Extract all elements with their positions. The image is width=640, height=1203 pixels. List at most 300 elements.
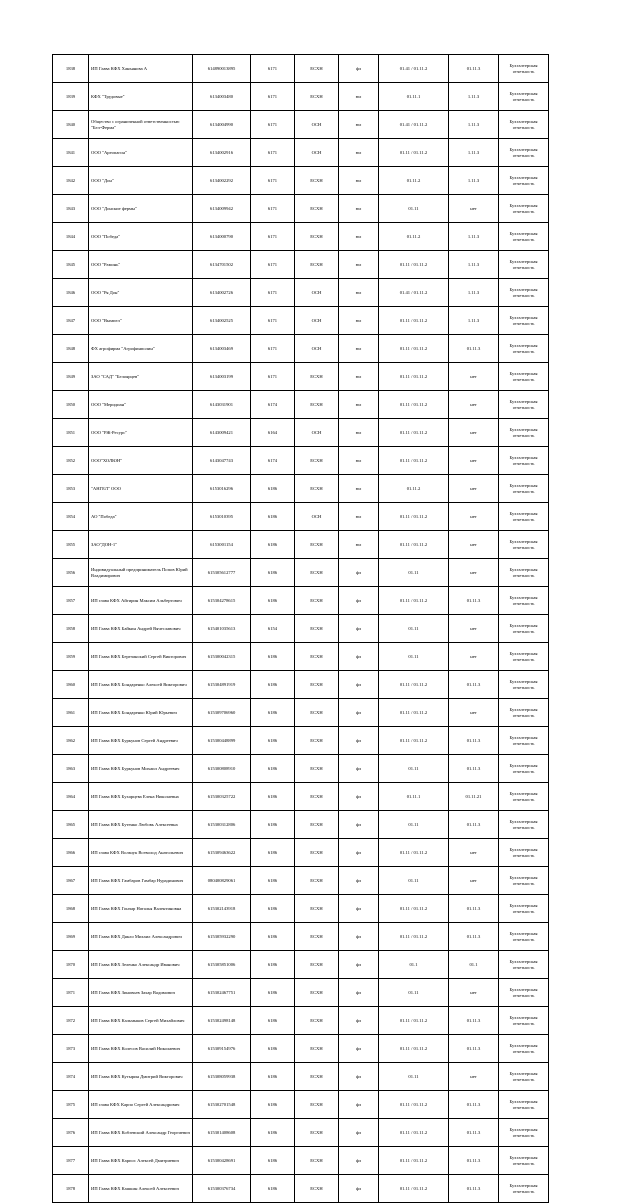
okved-extra-cell: нет <box>449 531 499 559</box>
tax-code-cell: 6186 <box>251 951 295 979</box>
inn-cell: 615401035613 <box>193 615 251 643</box>
inn-cell: 6134003199 <box>193 363 251 391</box>
tax-code-cell: 6186 <box>251 1091 295 1119</box>
okved-main-cell: 01.11 / 01.11.2 <box>379 503 449 531</box>
okved-main-cell: 01.11 <box>379 1063 449 1091</box>
table-row <box>53 923 549 951</box>
row-number-cell: 1854 <box>53 503 89 531</box>
okved-extra-cell: 01.1 <box>449 951 499 979</box>
inn-cell: 615300808910 <box>193 755 251 783</box>
okved-extra-cell: 01.11.3 <box>449 55 499 83</box>
inn-cell: 615300325722 <box>193 783 251 811</box>
okved-extra-cell: 01.11.3 <box>449 335 499 363</box>
entity-type-cell: юл <box>339 503 379 531</box>
organization-name-cell: ФХ агрофирма "Агрофинполин" <box>89 335 193 363</box>
document-page <box>52 54 548 1203</box>
tax-regime-cell: ЕСХН <box>295 167 339 195</box>
inn-cell: 615309154976 <box>193 1035 251 1063</box>
table-row <box>53 783 549 811</box>
tax-code-cell: 6186 <box>251 559 295 587</box>
okved-extra-cell: 01.11.3 <box>449 671 499 699</box>
okved-extra-cell: нет <box>449 867 499 895</box>
row-number-cell: 1849 <box>53 363 89 391</box>
organization-name-cell: Общество с ограниченной ответственностью "Бел-Ферма" <box>89 111 193 139</box>
okved-extra-cell: нет <box>449 391 499 419</box>
organization-name-cell: ООО "Рамонь" <box>89 251 193 279</box>
inn-cell: 615300312806 <box>193 811 251 839</box>
okved-main-cell: 01.11 / 01.11.2 <box>379 895 449 923</box>
table-row <box>53 671 549 699</box>
tax-regime-cell: ЕСХН <box>295 1035 339 1063</box>
row-number-cell: 1855 <box>53 531 89 559</box>
report-type-cell: Бухгалтерская отчетность <box>499 83 549 111</box>
report-type-cell: Бухгалтерская отчетность <box>499 643 549 671</box>
report-type-cell: Бухгалтерская отчетность <box>499 1091 549 1119</box>
table-row <box>53 447 549 475</box>
tax-code-cell: 6186 <box>251 867 295 895</box>
tax-regime-cell: ЕСХН <box>295 727 339 755</box>
report-type-cell: Бухгалтерская отчетность <box>499 1147 549 1175</box>
okved-extra-cell: 01.11.3 <box>449 923 499 951</box>
entity-type-cell: юл <box>339 83 379 111</box>
tax-code-cell: 6186 <box>251 755 295 783</box>
tax-code-cell: 6171 <box>251 335 295 363</box>
okved-main-cell: 01.11.2 <box>379 475 449 503</box>
tax-regime-cell: ЕСХН <box>295 363 339 391</box>
tax-code-cell: 6186 <box>251 979 295 1007</box>
tax-code-cell: 6186 <box>251 643 295 671</box>
row-number-cell: 1859 <box>53 643 89 671</box>
row-number-cell: 1865 <box>53 811 89 839</box>
okved-main-cell: 01.11 / 01.11.2 <box>379 727 449 755</box>
okved-main-cell: 01.1 <box>379 951 449 979</box>
tax-code-cell: 6171 <box>251 251 295 279</box>
organization-name-cell: ИП Глава КФХ Бутенко Любовь Алексеевна <box>89 811 193 839</box>
entity-type-cell: юл <box>339 195 379 223</box>
table-row <box>53 335 549 363</box>
row-number-cell: 1862 <box>53 727 89 755</box>
organization-name-cell: ИП Глава КФХ Буркунов Сергей Андреевич <box>89 727 193 755</box>
organization-name-cell: ИП Глава КФХ Кальмыков Сергей Михайлович <box>89 1007 193 1035</box>
okved-extra-cell: 01.11.3 <box>449 1091 499 1119</box>
entity-type-cell: фл <box>339 1007 379 1035</box>
okved-extra-cell: 1.11.3 <box>449 111 499 139</box>
entity-type-cell: юл <box>339 363 379 391</box>
okved-extra-cell: 01.11.21 <box>449 783 499 811</box>
table-row <box>53 895 549 923</box>
okved-extra-cell: 01.11.3 <box>449 1119 499 1147</box>
row-number-cell: 1841 <box>53 139 89 167</box>
report-type-cell: Бухгалтерская отчетность <box>499 195 549 223</box>
tax-code-cell: 6186 <box>251 699 295 727</box>
inn-cell: 6134009942 <box>193 195 251 223</box>
okved-extra-cell: 01.11.3 <box>449 1035 499 1063</box>
tax-code-cell: 6171 <box>251 139 295 167</box>
entity-type-cell: фл <box>339 783 379 811</box>
row-number-cell: 1863 <box>53 755 89 783</box>
tax-code-cell: 6186 <box>251 895 295 923</box>
tax-regime-cell: ЕСХН <box>295 55 339 83</box>
entity-type-cell: юл <box>339 167 379 195</box>
organization-name-cell: ООО"ХОЛЮН" <box>89 447 193 475</box>
okved-extra-cell: нет <box>449 475 499 503</box>
tax-regime-cell: ОСН <box>295 279 339 307</box>
row-number-cell: 1875 <box>53 1091 89 1119</box>
organization-name-cell: ИП Глава КФХ Гамбаров Гамбар Нурадинович <box>89 867 193 895</box>
report-type-cell: Бухгалтерская отчетность <box>499 139 549 167</box>
tax-code-cell: 6171 <box>251 55 295 83</box>
table-row <box>53 251 549 279</box>
inn-cell: 6153010395 <box>193 503 251 531</box>
table-row <box>53 643 549 671</box>
organization-name-cell: ООО "Меридиан" <box>89 391 193 419</box>
organization-name-cell: ИП Глава КФХ Гончар Наталья Валентиновна <box>89 895 193 923</box>
report-type-cell: Бухгалтерская отчетность <box>499 699 549 727</box>
tax-regime-cell: ОСН <box>295 335 339 363</box>
report-type-cell: Бухгалтерская отчетность <box>499 391 549 419</box>
tax-regime-cell: ЕСХН <box>295 1007 339 1035</box>
okved-main-cell: 01.11 <box>379 867 449 895</box>
entity-type-cell: юл <box>339 139 379 167</box>
table-row <box>53 475 549 503</box>
tax-code-cell: 6171 <box>251 363 295 391</box>
report-type-cell: Бухгалтерская отчетность <box>499 867 549 895</box>
okved-extra-cell: нет <box>449 643 499 671</box>
entity-type-cell: фл <box>339 55 379 83</box>
okved-extra-cell: нет <box>449 615 499 643</box>
okved-extra-cell: 01.11.3 <box>449 727 499 755</box>
organization-name-cell: ООО "Ря Дон" <box>89 279 193 307</box>
registry-table <box>52 54 549 1203</box>
inn-cell: 614890013895 <box>193 55 251 83</box>
tax-code-cell: 6174 <box>251 447 295 475</box>
row-number-cell: 1847 <box>53 307 89 335</box>
organization-name-cell: ИП Глава КФХ Кутырин Дмитрий Викторович <box>89 1063 193 1091</box>
row-number-cell: 1851 <box>53 419 89 447</box>
tax-regime-cell: ЕСХН <box>295 1119 339 1147</box>
table-row <box>53 167 549 195</box>
okved-main-cell: 01.11 / 01.11.2 <box>379 1175 449 1203</box>
table-row <box>53 839 549 867</box>
tax-regime-cell: ЕСХН <box>295 223 339 251</box>
entity-type-cell: фл <box>339 867 379 895</box>
entity-type-cell: юл <box>339 223 379 251</box>
report-type-cell: Бухгалтерская отчетность <box>499 475 549 503</box>
organization-name-cell: ИП Глава КФХ Кобзевский Александр Георгиевич <box>89 1119 193 1147</box>
tax-code-cell: 6154 <box>251 615 295 643</box>
table-row <box>53 755 549 783</box>
report-type-cell: Бухгалтерская отчетность <box>499 615 549 643</box>
organization-name-cell: ИП глава КФХ Вольчук Всеволод Анатольевич <box>89 839 193 867</box>
tax-regime-cell: ЕСХН <box>295 391 339 419</box>
table-row <box>53 363 549 391</box>
row-number-cell: 1850 <box>53 391 89 419</box>
okved-main-cell: 01.11 <box>379 195 449 223</box>
tax-regime-cell: ЕСХН <box>295 895 339 923</box>
inn-cell: 6134701502 <box>193 251 251 279</box>
tax-regime-cell: ЕСХН <box>295 979 339 1007</box>
table-row <box>53 727 549 755</box>
organization-name-cell: АО "Победа" <box>89 503 193 531</box>
tax-code-cell: 6186 <box>251 783 295 811</box>
tax-regime-cell: ЕСХН <box>295 447 339 475</box>
report-type-cell: Бухгалтерская отчетность <box>499 1175 549 1203</box>
tax-regime-cell: ЕСХН <box>295 839 339 867</box>
row-number-cell: 1860 <box>53 671 89 699</box>
inn-cell: 080400829061 <box>193 867 251 895</box>
report-type-cell: Бухгалтерская отчетность <box>499 55 549 83</box>
tax-code-cell: 6171 <box>251 223 295 251</box>
tax-code-cell: 6186 <box>251 727 295 755</box>
inn-cell: 615304891919 <box>193 671 251 699</box>
entity-type-cell: фл <box>339 671 379 699</box>
row-number-cell: 1842 <box>53 167 89 195</box>
table-row <box>53 531 549 559</box>
entity-type-cell: фл <box>339 727 379 755</box>
okved-main-cell: 01.41 / 01.11.2 <box>379 55 449 83</box>
organization-name-cell: ИП Глава КФХ Карпос Алексей Дмитриевич <box>89 1147 193 1175</box>
tax-regime-cell: ЕСХН <box>295 615 339 643</box>
okved-extra-cell: 01.11.3 <box>449 1147 499 1175</box>
table-row <box>53 587 549 615</box>
okved-main-cell: 01.11 / 01.11.2 <box>379 1119 449 1147</box>
report-type-cell: Бухгалтерская отчетность <box>499 447 549 475</box>
entity-type-cell: юл <box>339 447 379 475</box>
okved-main-cell: 01.11 / 01.11.2 <box>379 391 449 419</box>
entity-type-cell: фл <box>339 699 379 727</box>
okved-extra-cell: нет <box>449 363 499 391</box>
tax-regime-cell: ЕСХН <box>295 1091 339 1119</box>
okved-extra-cell: 01.11.3 <box>449 587 499 615</box>
okved-main-cell: 01.11 / 01.11.2 <box>379 363 449 391</box>
organization-name-cell: ЗАО"ДОН-1" <box>89 531 193 559</box>
row-number-cell: 1871 <box>53 979 89 1007</box>
tax-regime-cell: ЕСХН <box>295 811 339 839</box>
okved-main-cell: 01.11 / 01.11.2 <box>379 335 449 363</box>
table-row <box>53 83 549 111</box>
inn-cell: 615305612777 <box>193 559 251 587</box>
tax-code-cell: 6186 <box>251 1147 295 1175</box>
inn-cell: 6134002292 <box>193 167 251 195</box>
organization-name-cell: ИП Глава КФХ Бухарцева Елена Николаевна <box>89 783 193 811</box>
inn-cell: 615302498148 <box>193 1007 251 1035</box>
row-number-cell: 1867 <box>53 867 89 895</box>
report-type-cell: Бухгалтерская отчетность <box>499 839 549 867</box>
tax-code-cell: 6186 <box>251 671 295 699</box>
table-row <box>53 1091 549 1119</box>
inn-cell: 615302143918 <box>193 895 251 923</box>
okved-main-cell: 01.11 / 01.11.2 <box>379 923 449 951</box>
okved-extra-cell: нет <box>449 447 499 475</box>
tax-code-cell: 6171 <box>251 279 295 307</box>
table-row <box>53 223 549 251</box>
organization-name-cell: ИП Глава КФХ Зеленко Александр Иванович <box>89 951 193 979</box>
inn-cell: 6134004990 <box>193 111 251 139</box>
row-number-cell: 1857 <box>53 587 89 615</box>
organization-name-cell: ИП Глава КФХ Бондаренко Юрий Юрьевич <box>89 699 193 727</box>
tax-code-cell: 6164 <box>251 419 295 447</box>
inn-cell: 615300428691 <box>193 1147 251 1175</box>
tax-code-cell: 6186 <box>251 503 295 531</box>
tax-code-cell: 6186 <box>251 811 295 839</box>
tax-code-cell: 6171 <box>251 83 295 111</box>
okved-main-cell: 01.11 / 01.11.2 <box>379 699 449 727</box>
okved-extra-cell: нет <box>449 979 499 1007</box>
okved-main-cell: 01.11 / 01.11.2 <box>379 251 449 279</box>
okved-extra-cell: нет <box>449 1063 499 1091</box>
okved-main-cell: 01.41 / 01.11.2 <box>379 111 449 139</box>
organization-name-cell: ООО "РЖ-Ресурс" <box>89 419 193 447</box>
report-type-cell: Бухгалтерская отчетность <box>499 1063 549 1091</box>
report-type-cell: Бухгалтерская отчетность <box>499 755 549 783</box>
entity-type-cell: фл <box>339 839 379 867</box>
table-row <box>53 391 549 419</box>
okved-main-cell: 01.11 / 01.11.2 <box>379 1007 449 1035</box>
okved-main-cell: 01.11 / 01.11.2 <box>379 531 449 559</box>
table-row <box>53 503 549 531</box>
entity-type-cell: юл <box>339 335 379 363</box>
okved-extra-cell: нет <box>449 699 499 727</box>
okved-main-cell: 01.11 / 01.11.2 <box>379 139 449 167</box>
entity-type-cell: фл <box>339 1175 379 1203</box>
report-type-cell: Бухгалтерская отчетность <box>499 419 549 447</box>
organization-name-cell: ИП Глава КФХ Березинский Сергей Викторович <box>89 643 193 671</box>
okved-main-cell: 01.11 <box>379 811 449 839</box>
tax-regime-cell: ЕСХН <box>295 475 339 503</box>
inn-cell: 615309706960 <box>193 699 251 727</box>
tax-regime-cell: ЕСХН <box>295 867 339 895</box>
entity-type-cell: юл <box>339 531 379 559</box>
report-type-cell: Бухгалтерская отчетность <box>499 251 549 279</box>
inn-cell: 6134002525 <box>193 307 251 335</box>
report-type-cell: Бухгалтерская отчетность <box>499 783 549 811</box>
entity-type-cell: фл <box>339 923 379 951</box>
report-type-cell: Бухгалтерская отчетность <box>499 1035 549 1063</box>
report-type-cell: Бухгалтерская отчетность <box>499 1007 549 1035</box>
inn-cell: 615302701548 <box>193 1091 251 1119</box>
tax-code-cell: 6186 <box>251 1035 295 1063</box>
entity-type-cell: фл <box>339 1147 379 1175</box>
entity-type-cell: фл <box>339 1063 379 1091</box>
row-number-cell: 1840 <box>53 111 89 139</box>
row-number-cell: 1869 <box>53 923 89 951</box>
report-type-cell: Бухгалтерская отчетность <box>499 587 549 615</box>
entity-type-cell: фл <box>339 755 379 783</box>
report-type-cell: Бухгалтерская отчетность <box>499 503 549 531</box>
table-row <box>53 615 549 643</box>
okved-extra-cell: нет <box>449 559 499 587</box>
report-type-cell: Бухгалтерская отчетность <box>499 895 549 923</box>
entity-type-cell: фл <box>339 951 379 979</box>
tax-code-cell: 6186 <box>251 1007 295 1035</box>
organization-name-cell: ИП Глава КФХ Колесов Василий Николаевич <box>89 1035 193 1063</box>
table-row <box>53 1175 549 1203</box>
row-number-cell: 1870 <box>53 951 89 979</box>
entity-type-cell: фл <box>339 1119 379 1147</box>
okved-extra-cell: нет <box>449 503 499 531</box>
table-row <box>53 111 549 139</box>
row-number-cell: 1846 <box>53 279 89 307</box>
report-type-cell: Бухгалтерская отчетность <box>499 951 549 979</box>
inn-cell: 615304278615 <box>193 587 251 615</box>
tax-code-cell: 6186 <box>251 475 295 503</box>
organization-name-cell: ИП Глава КФХ Дякло Михаил Александрович <box>89 923 193 951</box>
row-number-cell: 1845 <box>53 251 89 279</box>
tax-regime-cell: ОСН <box>295 503 339 531</box>
inn-cell: 6153016296 <box>193 475 251 503</box>
tax-regime-cell: ОСН <box>295 307 339 335</box>
inn-cell: 615300448899 <box>193 727 251 755</box>
okved-extra-cell: 01.11.3 <box>449 811 499 839</box>
tax-regime-cell: ЕСХН <box>295 1063 339 1091</box>
row-number-cell: 1844 <box>53 223 89 251</box>
report-type-cell: Бухгалтерская отчетность <box>499 559 549 587</box>
entity-type-cell: фл <box>339 979 379 1007</box>
entity-type-cell: фл <box>339 643 379 671</box>
row-number-cell: 1868 <box>53 895 89 923</box>
inn-cell: 615305932290 <box>193 923 251 951</box>
inn-cell: 615300042315 <box>193 643 251 671</box>
entity-type-cell: фл <box>339 559 379 587</box>
table-row <box>53 951 549 979</box>
report-type-cell: Бухгалтерская отчетность <box>499 1119 549 1147</box>
organization-name-cell: ИП Глава КФХ Зиновьев Захар Вадимович <box>89 979 193 1007</box>
row-number-cell: 1866 <box>53 839 89 867</box>
entity-type-cell: юл <box>339 307 379 335</box>
table-row <box>53 419 549 447</box>
row-number-cell: 1852 <box>53 447 89 475</box>
report-type-cell: Бухгалтерская отчетность <box>499 111 549 139</box>
organization-name-cell: КФХ "Трудовые" <box>89 83 193 111</box>
organization-name-cell: ИП Глава КФХ Кашкин Алексей Алексеевич <box>89 1175 193 1203</box>
report-type-cell: Бухгалтерская отчетность <box>499 671 549 699</box>
tax-regime-cell: ОСН <box>295 111 339 139</box>
tax-regime-cell: ЕСХН <box>295 251 339 279</box>
row-number-cell: 1861 <box>53 699 89 727</box>
entity-type-cell: юл <box>339 111 379 139</box>
inn-cell: 615302467751 <box>193 979 251 1007</box>
okved-main-cell: 01.11 / 01.11.2 <box>379 1147 449 1175</box>
organization-name-cell: ИП глава КФХ Карпо Сергей Александрович <box>89 1091 193 1119</box>
inn-cell: 6134003469 <box>193 335 251 363</box>
tax-regime-cell: ЕСХН <box>295 195 339 223</box>
tax-regime-cell: ЕСХН <box>295 951 339 979</box>
table-row <box>53 1007 549 1035</box>
report-type-cell: Бухгалтерская отчетность <box>499 335 549 363</box>
row-number-cell: 1838 <box>53 55 89 83</box>
table-row <box>53 55 549 83</box>
organization-name-cell: ООО "Вымпел" <box>89 307 193 335</box>
report-type-cell: Бухгалтерская отчетность <box>499 279 549 307</box>
okved-extra-cell: 1.11.3 <box>449 83 499 111</box>
tax-code-cell: 6186 <box>251 531 295 559</box>
inn-cell: 6153001154 <box>193 531 251 559</box>
organization-name-cell: ИП Глава КФХ Бондаренко Алексей Викторович <box>89 671 193 699</box>
organization-name-cell: ООО "Донские фермы" <box>89 195 193 223</box>
entity-type-cell: юл <box>339 279 379 307</box>
organization-name-cell: ООО "Ареопагон" <box>89 139 193 167</box>
okved-main-cell: 01.11 / 01.11.2 <box>379 447 449 475</box>
inn-cell: 6143047743 <box>193 447 251 475</box>
okved-main-cell: 01.11 / 01.11.2 <box>379 307 449 335</box>
tax-regime-cell: ОСН <box>295 419 339 447</box>
report-type-cell: Бухгалтерская отчетность <box>499 307 549 335</box>
row-number-cell: 1873 <box>53 1035 89 1063</box>
table-row <box>53 811 549 839</box>
tax-regime-cell: ЕСХН <box>295 531 339 559</box>
okved-main-cell: 01.11 <box>379 755 449 783</box>
tax-regime-cell: ЕСХН <box>295 1175 339 1203</box>
